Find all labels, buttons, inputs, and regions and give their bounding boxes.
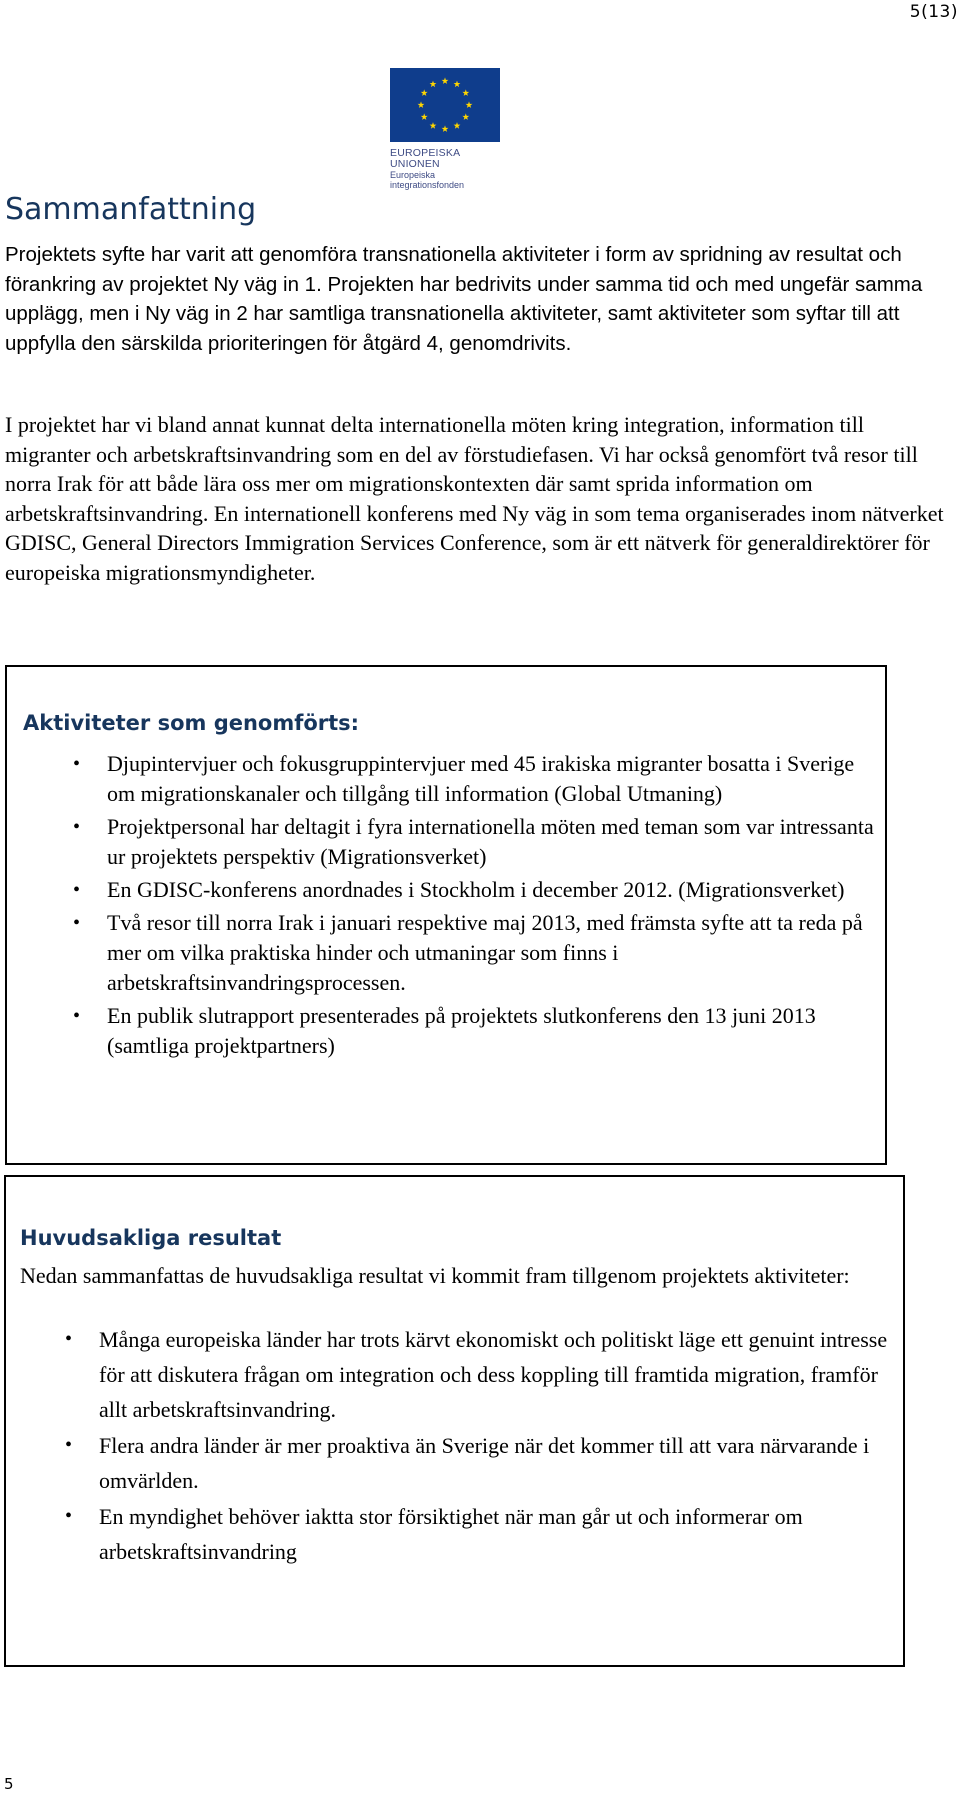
- list-item-text: En GDISC-konferens anordnades i Stockholm i december 2012. (Migrationsverket): [107, 877, 845, 902]
- page-title: Sammanfattning: [5, 192, 257, 227]
- bullet-icon: •: [73, 879, 81, 901]
- list-item: [65, 1428, 899, 1498]
- bullet-icon: •: [65, 1505, 73, 1527]
- list-item-text: Djupintervjuer och fokusgruppintervjuer med 45 irakiska migranter bosatta i Sverige om migrationskanaler och tillgång till information (Global Utmaning): [107, 751, 855, 806]
- page-number-header: 5(13): [909, 2, 958, 22]
- list-item: [65, 1322, 899, 1427]
- summary-paragraph-1: Projektets syfte har varit att genomföra transnationella aktiviteter i form av spridning av resultat och förankring av projektet Ny väg in 1. Projekten har bedrivits under samma tid och med ungefär samma upplägg, men i Ny väg in 2 har samtliga transnationella aktiviteter, samt aktiviteter som syftar till att uppfylla den särskilda prioriteringen för åtgärd 4, genomdrivits.: [5, 243, 923, 355]
- summary-paragraph-2: I projektet har vi bland annat kunnat delta internationella möten kring integration, information till migranter och arbetskraftsinvandring som en del av förstudiefasen. Vi har också genomfört två resor till norra Irak för att både lära oss mer om migrationskontexten där samt sprida information om arbetskraftsinvandring. En internationell konferens med Ny väg in som tema organiserades inom nätverket GDISC, General Directors Immigration Services Conference, som är ett nätverk för generaldirektörer för europeiska migrationsmyndigheter.: [5, 412, 944, 585]
- results-box: [4, 1175, 905, 1667]
- bullet-icon: •: [73, 753, 81, 775]
- eu-flag-icon: [390, 68, 500, 142]
- list-item: [73, 908, 877, 998]
- bullet-icon: •: [73, 912, 81, 934]
- activities-box: [5, 665, 887, 1165]
- page-number-footer: 5: [4, 1775, 14, 1793]
- results-intro: Nedan sammanfattas de huvudsakliga resultat vi kommit fram tillgenom projektets aktiviteter:: [20, 1263, 850, 1288]
- logo-name: EUROPEISKA UNIONEN: [390, 147, 460, 170]
- results-title: Huvudsakliga resultat: [20, 1226, 282, 1250]
- results-list: [65, 1322, 899, 1570]
- list-item: [73, 749, 877, 809]
- bullet-icon: •: [73, 1005, 81, 1027]
- list-item: [65, 1499, 899, 1569]
- bullet-icon: •: [73, 816, 81, 838]
- bullet-icon: •: [65, 1434, 73, 1456]
- bullet-icon: •: [65, 1328, 73, 1350]
- list-item: [73, 1001, 877, 1061]
- logo-subtitle: Europeiska integrationsfonden: [390, 170, 465, 190]
- list-item-text: Projektpersonal har deltagit i fyra internationella möten med teman som var intressanta ur projektets perspektiv (Migrationsverket): [107, 814, 874, 869]
- list-item-text: En myndighet behöver iaktta stor försiktighet när man går ut och informerar om arbetskraftsinvandring: [99, 1504, 803, 1564]
- list-item-text: Flera andra länder är mer proaktiva än Sverige när det kommer till att vara närvarande i omvärlden.: [99, 1433, 870, 1493]
- list-item: [73, 875, 877, 905]
- eu-logo: [390, 68, 506, 190]
- activities-list: [73, 749, 877, 1064]
- list-item-text: En publik slutrapport presenterades på projektets slutkonferens den 13 juni 2013 (samtliga projektpartners): [107, 1003, 816, 1058]
- list-item: [73, 812, 877, 872]
- activities-title: Aktiviteter som genomförts:: [23, 711, 360, 735]
- list-item-text: Många europeiska länder har trots kärvt ekonomiskt och politiskt läge ett genuint intresse för att diskutera frågan om integration och dess koppling till framtida migration, framför allt arbetskraftsinvandring.: [99, 1327, 888, 1422]
- list-item-text: Två resor till norra Irak i januari respektive maj 2013, med främsta syfte att ta reda på mer om vilka praktiska hinder och utmaningar som finns i arbetskraftsinvandringsprocessen.: [107, 910, 863, 995]
